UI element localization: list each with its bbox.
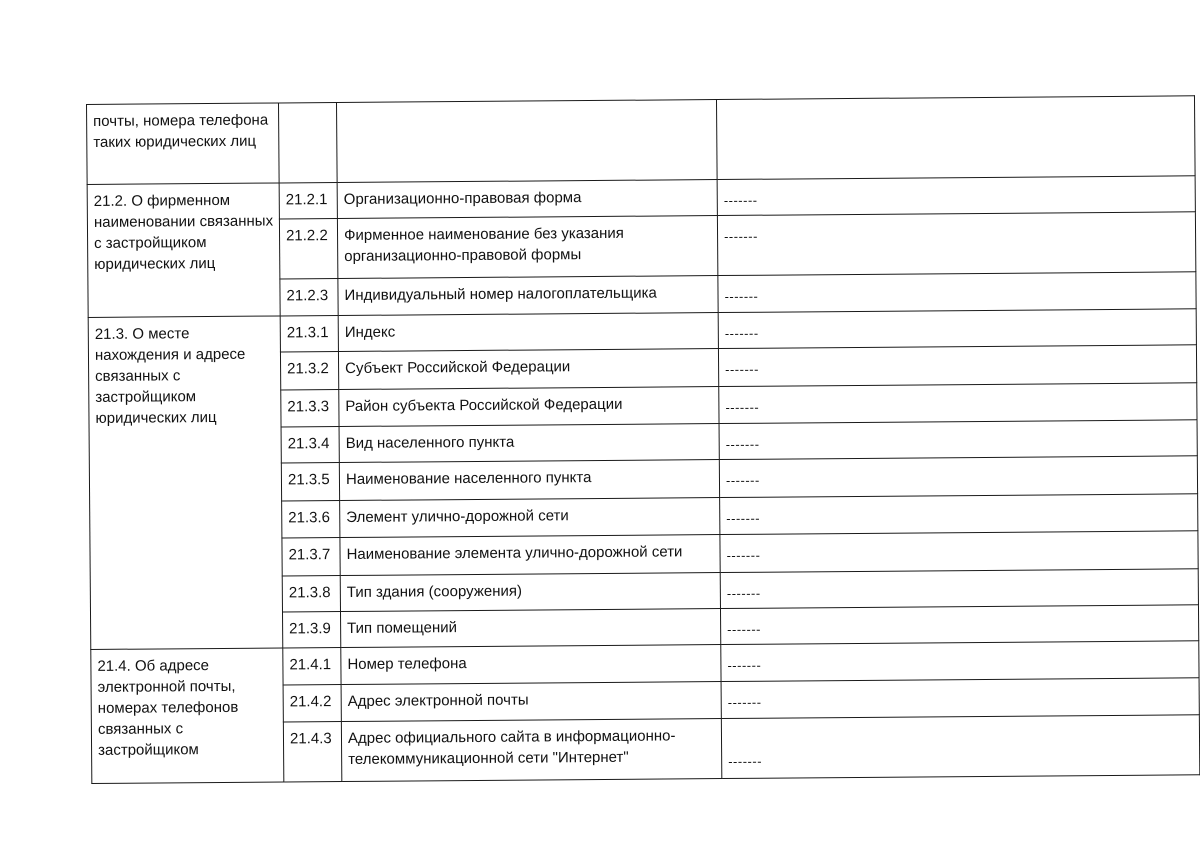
item-code-cell: 21.3.9 (282, 612, 340, 648)
empty-value-dashes: ------- (724, 288, 759, 304)
item-label-cell: Тип здания (сооружения) (340, 573, 720, 612)
form-sheet (86, 95, 1200, 784)
item-value-cell (720, 494, 1198, 535)
item-value-cell (718, 272, 1196, 313)
item-value-cell (717, 212, 1195, 276)
code-cell-empty (278, 103, 337, 183)
empty-value-dashes: ------- (727, 621, 762, 637)
item-label-cell: Район субъекта Российской Федерации (339, 387, 719, 427)
item-label-cell: Наименование населенного пункта (339, 460, 719, 501)
empty-value-dashes: ------- (723, 192, 758, 208)
item-value-cell (721, 678, 1199, 719)
item-code-cell: 21.3.8 (282, 576, 340, 612)
item-value-cell (719, 456, 1197, 498)
item-value-cell (721, 641, 1199, 682)
item-code-cell: 21.3.2 (280, 352, 338, 390)
empty-value-dashes: ------- (725, 472, 760, 488)
table-row-continuation (87, 96, 1196, 185)
item-code-cell: 21.3.3 (281, 390, 339, 427)
item-code-cell: 21.3.6 (282, 501, 340, 538)
section-cell: 21.3. О месте нахождения и адресе связанных с застройщиком юридических лиц (88, 316, 283, 649)
empty-value-dashes: ------- (728, 753, 763, 769)
item-label-cell: Индекс (338, 313, 718, 352)
empty-value-dashes: ------- (725, 436, 760, 452)
item-code-cell: 21.3.5 (281, 463, 339, 501)
item-code-cell: 21.4.2 (283, 685, 341, 722)
item-label-cell: Адрес официального сайта в информационно-телекоммуникационной сети "Интернет" (341, 719, 721, 782)
item-code-cell: 21.3.7 (282, 538, 340, 576)
item-label-cell: Элемент улично-дорожной сети (340, 498, 720, 538)
item-label-cell: Субъект Российской Федерации (338, 349, 718, 390)
section-cell: 21.2. О фирменном наименовании связанных с застройщиком юридических лиц (87, 183, 280, 318)
item-value-cell (719, 420, 1197, 460)
item-code-cell: 21.4.1 (283, 648, 341, 685)
item-value-cell (720, 605, 1198, 645)
section-cell: 21.4. Об адресе электронной почты, номерах телефонов связанных с застройщиком (91, 648, 284, 784)
item-value-cell (721, 715, 1199, 779)
item-code-cell: 21.3.4 (281, 427, 339, 463)
item-value-cell (717, 176, 1195, 216)
item-label-cell: Тип помещений (340, 609, 720, 648)
item-code-cell: 21.2.3 (280, 279, 338, 316)
empty-value-dashes: ------- (724, 325, 759, 341)
value-cell-empty (716, 96, 1195, 180)
empty-value-dashes: ------- (726, 510, 761, 526)
table-body (87, 96, 1200, 784)
developer-info-table (86, 95, 1200, 784)
item-label-cell: Фирменное наименование без указания организационно-правовой формы (337, 216, 717, 279)
item-value-cell (719, 383, 1197, 424)
item-label-cell: Адрес электронной почты (341, 682, 721, 722)
item-code-cell: 21.2.1 (279, 183, 337, 219)
empty-value-dashes: ------- (727, 694, 762, 710)
item-value-cell (720, 569, 1198, 609)
item-label-cell: Организационно-правовая форма (337, 180, 717, 219)
item-label-cell: Наименование элемента улично-дорожной сети (340, 535, 720, 576)
empty-value-dashes: ------- (726, 585, 761, 601)
item-label-cell: Вид населенного пункта (339, 424, 719, 463)
empty-value-dashes: ------- (726, 547, 761, 563)
item-cell-empty (336, 100, 717, 183)
item-code-cell: 21.4.3 (283, 722, 341, 782)
item-code-cell: 21.2.2 (279, 219, 337, 279)
item-label-cell: Индивидуальный номер налогоплательщика (338, 276, 718, 316)
empty-value-dashes: ------- (727, 657, 762, 673)
item-code-cell: 21.3.1 (280, 316, 338, 352)
section-cell-continuation: почты, номера телефона таких юридических лиц (87, 103, 280, 185)
item-label-cell: Номер телефона (341, 645, 721, 685)
item-value-cell (720, 531, 1198, 573)
item-value-cell (718, 345, 1196, 387)
empty-value-dashes: ------- (725, 361, 759, 377)
item-value-cell (718, 309, 1196, 349)
empty-value-dashes: ------- (725, 399, 760, 415)
empty-value-dashes: ------- (724, 228, 758, 244)
